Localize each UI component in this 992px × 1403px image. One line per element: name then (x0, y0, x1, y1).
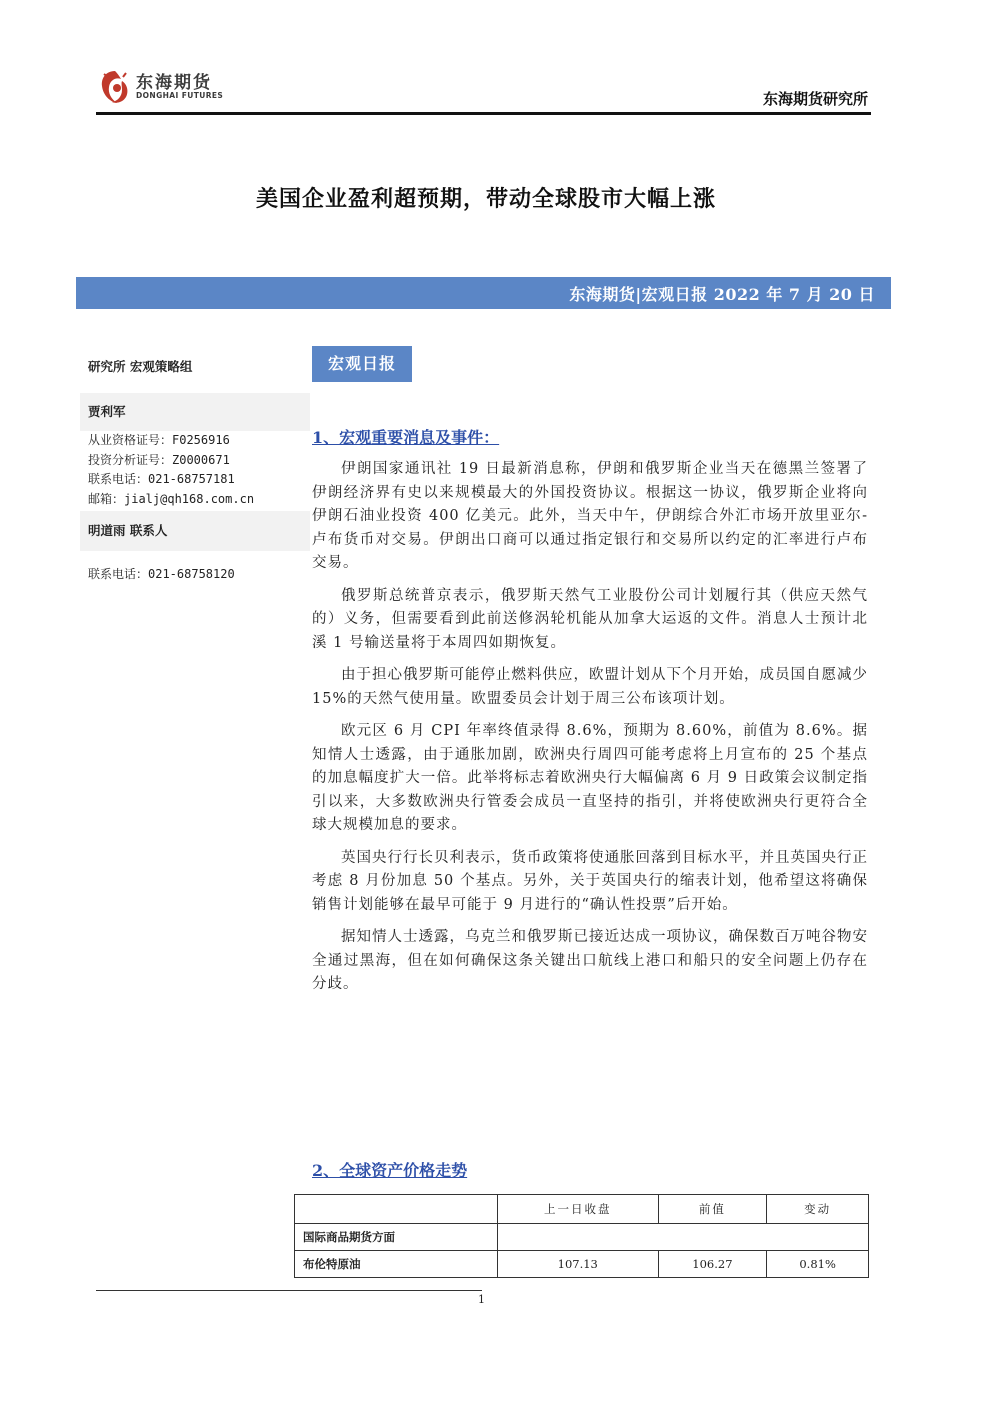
institute-name: 东海期货研究所 (762, 90, 868, 108)
table-row (295, 1251, 869, 1278)
news-body (312, 458, 868, 1006)
news-paragraph: 欧元区 6 月 CPI 年率终值录得 8.6%，预期为 8.60%，前值为 8.6%。据知情人士透露，由于通胀加剧，欧洲央行周四可能考虑将上月宣布的 25 个基点的加息幅度扩大一倍。此举将标志着欧洲央行大幅偏离 6 月 9 日政策会议制定指引以来，大多数欧洲央行管委会成员一直坚持的指引，并将使欧洲央行更符合全球大规模加息的要求。 (312, 723, 868, 833)
footer-divider (96, 1290, 482, 1291)
table-header-cell: 前值 (658, 1195, 767, 1224)
logo-chinese-text: 东海期货 (136, 73, 212, 93)
news-paragraph: 据知情人士透露，乌克兰和俄罗斯已接近达成一项协议，确保数百万吨谷物安全通过黑海，但在如何确保这条关键出口航线上港口和船只的安全问题上仍存在分歧。 (312, 929, 868, 992)
table-cell-prev: 106.27 (658, 1251, 767, 1278)
dragon-logo-icon (98, 68, 132, 106)
report-type-tag: 宏观日报 (312, 346, 412, 382)
table-group-label: 国际商品期货方面 (295, 1224, 498, 1251)
table-header-cell: 变动 (767, 1195, 869, 1224)
analyst-invest-license: 投资分析证号：Z0000671 (88, 452, 230, 467)
company-logo (98, 66, 238, 110)
sidebar-contact-name: 明道雨 联系人 (80, 511, 310, 551)
document-title: 美国企业盈利超预期，带动全球股市大幅上涨 (255, 186, 716, 212)
analyst-email[interactable]: 邮箱：jialj@qh168.com.cn (88, 491, 255, 506)
sidebar-analyst-name: 贾利军 (80, 393, 310, 431)
banner-text: 东海期货|宏观日报 2022 年 7 月 20 日 (569, 285, 875, 304)
section-2-heading: 2、全球资产价格走势 (312, 1161, 468, 1180)
analyst-phone: 联系电话：021-68757181 (88, 472, 235, 486)
report-banner (76, 277, 891, 309)
table-header-cell (295, 1195, 498, 1224)
table-header-row (295, 1195, 869, 1224)
sidebar-dept: 研究所 宏观策略组 (88, 359, 193, 374)
news-paragraph: 英国央行行长贝利表示，货币政策将使通胀回落到目标水平，并且英国央行正考虑 8 月份加息 50 个基点。另外，关于英国央行的缩表计划，他希望这将确保销售计划能够在最早可能于 9 月进行的“确认性投票”后开始。 (312, 849, 868, 913)
page-number: 1 (478, 1293, 485, 1306)
analyst-license: 从业资格证号：F0256916 (88, 433, 230, 447)
sidebar-contact-phone: 联系电话：021-68758120 (88, 567, 235, 581)
section-1-heading: 1、宏观重要消息及事件： (312, 428, 500, 447)
asset-price-table (294, 1194, 869, 1278)
news-paragraph: 由于担心俄罗斯可能停止燃料供应，欧盟计划从下个月开始，成员国自愿减少 15%的天然气使用量。欧盟委员会计划于周三公布该项计划。 (312, 667, 868, 707)
news-paragraph: 俄罗斯总统普京表示，俄罗斯天然气工业股份公司计划履行其（供应天然气的）义务，但需要看到此前送修涡轮机能从加拿大运返的文件。消息人士预计北溪 1 号输送量将于本周四如期恢复。 (312, 587, 868, 651)
header-divider (96, 112, 871, 115)
table-cell-name: 布伦特原油 (295, 1251, 498, 1278)
logo-english-text: DONGHAI FUTURES (136, 91, 224, 100)
table-group-filler (498, 1224, 869, 1251)
sidebar-analyst-info (80, 431, 310, 511)
table-cell-change: 0.81% (767, 1251, 869, 1278)
table-header-cell: 上一日收盘 (498, 1195, 659, 1224)
table-cell-close: 107.13 (498, 1251, 659, 1278)
news-paragraph: 伊朗国家通讯社 19 日最新消息称，伊朗和俄罗斯企业当天在德黑兰签署了伊朗经济界有史以来规模最大的外国投资协议。根据这一协议，俄罗斯企业将向伊朗石油业投资 400 亿美元。此外，当天中午，伊朗综合外汇市场开放里亚尔-卢布货币对交易。伊朗出口商可以通过指定银行和交易所以约定的汇率进行卢布交易。 (312, 461, 868, 571)
table-group-row (295, 1224, 869, 1251)
